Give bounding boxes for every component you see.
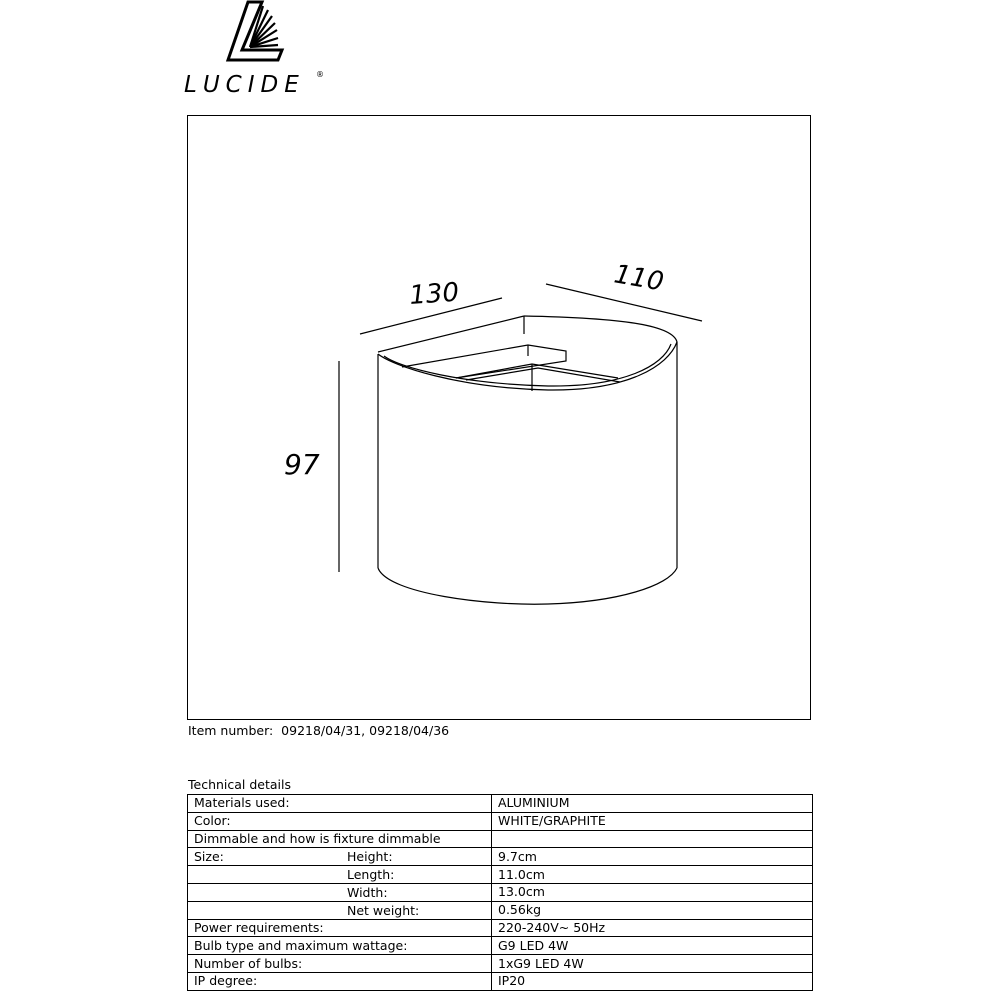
row-label: Color:	[194, 813, 231, 829]
technical-details-table	[187, 794, 813, 991]
row-sublabel: Length:	[347, 867, 395, 883]
table-row	[188, 812, 813, 830]
row-label: Power requirements:	[194, 919, 324, 935]
row-label: IP degree:	[194, 973, 258, 989]
dimension-label-depth: 110	[611, 259, 666, 298]
row-value: 11.0cm	[492, 866, 813, 884]
dimension-label-width: 130	[408, 277, 461, 311]
table-row	[188, 919, 813, 937]
table-row	[188, 937, 813, 955]
table-row	[188, 866, 813, 884]
lucide-logo-icon	[184, 0, 334, 70]
table-row	[188, 955, 813, 973]
row-value: IP20	[492, 972, 813, 990]
brand-wordmark: LUCIDE	[184, 72, 305, 98]
row-value: 13.0cm	[492, 883, 813, 901]
table-row	[188, 830, 813, 848]
row-sublabel: Net weight:	[347, 902, 420, 918]
fixture-drawing	[188, 116, 812, 721]
row-sublabel: Height:	[347, 849, 393, 865]
row-value: 0.56kg	[492, 901, 813, 919]
row-value: 1xG9 LED 4W	[492, 955, 813, 973]
row-label: Number of bulbs:	[194, 955, 303, 971]
row-value: WHITE/GRAPHITE	[492, 812, 813, 830]
registered-mark: ®	[316, 70, 324, 79]
dimension-label-height: 97	[284, 448, 320, 481]
row-value: G9 LED 4W	[492, 937, 813, 955]
row-label: Size:	[194, 848, 224, 864]
row-label: Bulb type and maximum wattage:	[194, 937, 408, 953]
table-row	[188, 848, 813, 866]
brand-logo	[184, 0, 334, 104]
row-sublabel: Width:	[347, 884, 388, 900]
technical-details-title: Technical details	[188, 777, 292, 792]
table-row	[188, 795, 813, 813]
row-value: 9.7cm	[492, 848, 813, 866]
row-value: ALUMINIUM	[492, 795, 813, 813]
item-number-label: Item number:	[188, 723, 274, 738]
item-number-values: 09218/04/31, 09218/04/36	[281, 723, 450, 738]
drawing-frame	[187, 115, 811, 720]
table-row	[188, 883, 813, 901]
row-value	[492, 830, 813, 848]
row-label: Dimmable and how is fixture dimmable	[194, 830, 441, 846]
row-value: 220-240V~ 50Hz	[492, 919, 813, 937]
table-row	[188, 901, 813, 919]
row-label: Materials used:	[194, 795, 290, 811]
table-row	[188, 972, 813, 990]
item-number-line	[188, 723, 449, 739]
